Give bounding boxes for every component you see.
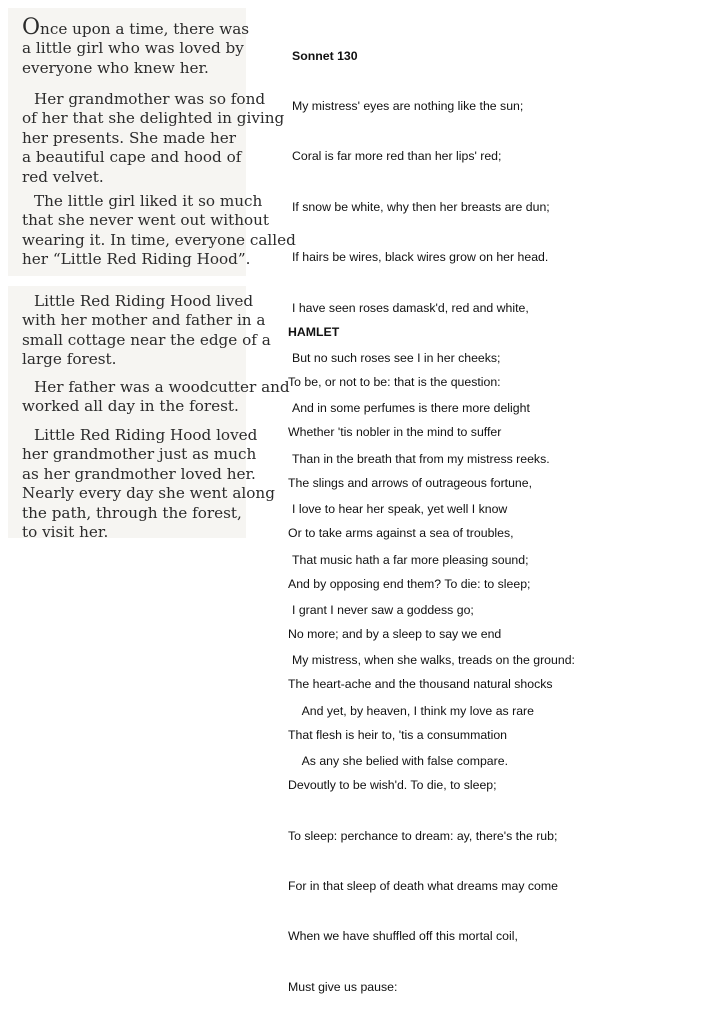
story-line: Her grandmother was so fond bbox=[34, 90, 266, 108]
story-line: with her mother and father in a bbox=[22, 311, 266, 330]
poem-line: My mistress' eyes are nothing like the sun; bbox=[292, 98, 524, 113]
story-line: her presents. She made her bbox=[22, 128, 236, 147]
poem-line: Coral is far more red than her lips' red; bbox=[292, 149, 502, 164]
story-line: small cottage near the edge of a bbox=[22, 330, 271, 349]
story-paragraph bbox=[22, 378, 290, 417]
poem-line: No more; and by a sleep to say we end bbox=[288, 626, 502, 641]
poem-line: I love to hear her speak, yet well I know bbox=[292, 502, 508, 517]
story-line: Her father was a woodcutter and bbox=[34, 378, 290, 396]
poem-line: To be, or not to be: that is the question: bbox=[288, 374, 501, 389]
story-line: that she never went out without bbox=[22, 211, 270, 230]
poem-line: Or to take arms against a sea of troubles, bbox=[288, 526, 514, 541]
story-line: the path, through the forest, bbox=[22, 503, 242, 522]
story-paragraph bbox=[22, 292, 271, 370]
story-line: to visit her. bbox=[22, 523, 109, 542]
poem-line: Must give us pause: bbox=[288, 979, 398, 994]
poem-line: That music hath a far more pleasing sound; bbox=[292, 552, 529, 567]
poem-line: For in that sleep of death what dreams may come bbox=[288, 878, 558, 893]
drop-cap: O bbox=[22, 15, 41, 40]
story-paragraph bbox=[22, 90, 285, 187]
poem-line: The slings and arrows of outrageous fortune, bbox=[288, 475, 533, 490]
story-line: Little Red Riding Hood lived bbox=[34, 292, 254, 310]
poem-line: As any she belied with false compare. bbox=[292, 754, 508, 769]
story-line: everyone who knew her. bbox=[22, 58, 209, 77]
story-line: The little girl liked it so much bbox=[34, 192, 263, 210]
poem-line: Whether 'tis nobler in the mind to suffer bbox=[288, 425, 502, 440]
story-page-top bbox=[8, 8, 296, 276]
poem-line: And in some perfumes is there more delight bbox=[292, 401, 530, 416]
poem-line: My mistress, when she walks, treads on the ground: bbox=[292, 653, 575, 668]
poem-line: Devoutly to be wish'd. To die, to sleep; bbox=[288, 778, 497, 793]
story-line: a little girl who was loved by bbox=[22, 39, 244, 58]
poem-line: Than in the breath that from my mistress reeks. bbox=[292, 451, 550, 466]
poem-line: But no such roses see I in her cheeks; bbox=[292, 350, 501, 365]
poem-line: If snow be white, why then her breasts are dun; bbox=[292, 199, 550, 214]
sonnet-title: Sonnet 130 bbox=[292, 48, 358, 63]
story-line: as her grandmother loved her. bbox=[22, 464, 256, 483]
story-line: her “Little Red Riding Hood”. bbox=[22, 250, 251, 269]
story-line: Little Red Riding Hood loved bbox=[34, 426, 258, 444]
story-line: worked all day in the forest. bbox=[22, 397, 239, 416]
poem-line: And yet, by heaven, I think my love as rare bbox=[292, 703, 534, 718]
story-page-bottom bbox=[8, 286, 290, 542]
poem-line: That flesh is heir to, 'tis a consummation bbox=[288, 727, 508, 742]
story-line: wearing it. In time, everyone called bbox=[22, 230, 296, 249]
poem-line: If hairs be wires, black wires grow on her head. bbox=[292, 250, 549, 265]
story-line: her grandmother just as much bbox=[22, 445, 257, 464]
story-line: large forest. bbox=[22, 350, 117, 369]
hamlet-block bbox=[288, 290, 558, 1012]
story-line: red velvet. bbox=[22, 167, 104, 186]
story-line: of her that she delighted in giving bbox=[22, 109, 285, 128]
poem-line: The heart-ache and the thousand natural shocks bbox=[288, 677, 553, 692]
poem-line: I have seen roses damask'd, red and white, bbox=[292, 300, 529, 315]
hamlet-title: HAMLET bbox=[288, 324, 340, 339]
poem-line: And by opposing end them? To die: to sleep; bbox=[288, 576, 531, 591]
story-line: Once upon a time, there was bbox=[22, 15, 250, 40]
poem-line: I grant I never saw a goddess go; bbox=[292, 602, 474, 617]
story-paragraph bbox=[22, 15, 250, 78]
story-line: a beautiful cape and hood of bbox=[22, 148, 242, 167]
story-paragraph bbox=[22, 426, 275, 542]
poem-line: When we have shuffled off this mortal coil, bbox=[288, 929, 518, 944]
story-paragraph bbox=[22, 192, 296, 270]
story-line: Nearly every day she went along bbox=[22, 484, 275, 503]
poem-line: To sleep: perchance to dream: ay, there's the rub; bbox=[288, 828, 558, 843]
